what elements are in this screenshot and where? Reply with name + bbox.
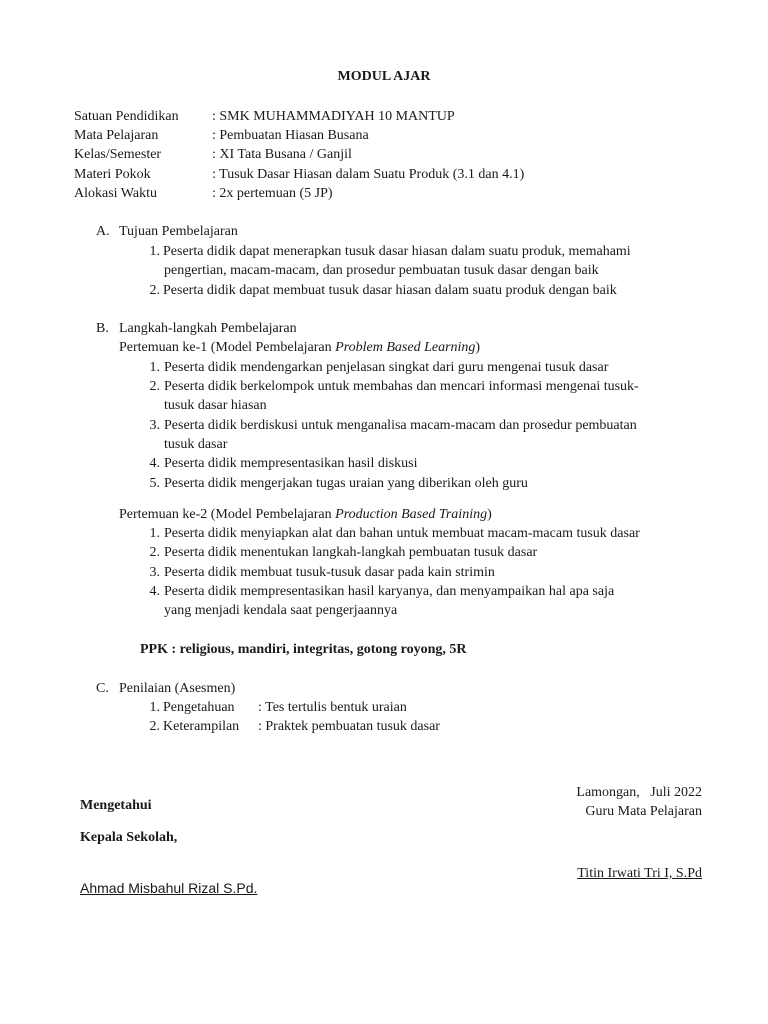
list-item: Peserta didik mempresentasikan hasil karyanya, dan menyampaikan hal apa saja [164,584,615,599]
principal-name: Ahmad Misbahul Rizal S.Pd. [80,880,258,896]
section-letter: B. [96,321,109,336]
list-item: Peserta didik menentukan langkah-langkah pembuatan tusuk dasar [164,545,538,560]
list-item: Peserta didik mengerjakan tugas uraian yang diberikan oleh guru [164,476,528,491]
principal-role: Kepala Sekolah, [80,830,178,845]
list-item-continuation: yang menjadi kendala saat pengerjaannya [164,603,398,618]
section-letter: A. [96,224,110,239]
info-label: Materi Pokok [74,167,151,182]
info-label: Kelas/Semester [74,147,162,162]
section-title: Penilaian (Asesmen) [119,681,236,696]
document-title: MODUL AJAR [337,69,431,84]
list-item: Peserta didik dapat membuat tusuk dasar hiasan dalam suatu produk dengan baik [163,283,617,298]
info-label: Alokasi Waktu [74,186,157,201]
info-value: : XI Tata Busana / Ganjil [212,147,352,162]
info-label: Mata Pelajaran [74,128,159,143]
item-number: 2. [149,283,160,298]
item-number: 4. [149,584,160,599]
teacher-role: Guru Mata Pelajaran [585,804,702,819]
list-item: Peserta didik berdiskusi untuk menganalisa macam-macam dan prosedur pembuatan [164,418,637,433]
item-number: 4. [149,456,160,471]
item-number: 2. [149,719,160,734]
ppk-statement: PPK : religious, mandiri, integritas, gotong royong, 5R [140,642,467,657]
list-item: Peserta didik mendengarkan penjelasan singkat dari guru mengenai tusuk dasar [164,360,609,375]
item-number: 2. [149,379,160,394]
item-number: 1. [149,526,160,541]
list-item-continuation: tusuk dasar hiasan [164,398,267,413]
list-item: Peserta didik dapat menerapkan tusuk dasar hiasan dalam suatu produk, memahami [163,244,631,259]
place-date: Lamongan, Juli 2022 [576,785,702,800]
list-item-continuation: pengertian, macam-macam, dan prosedur pembuatan tusuk dasar dengan baik [164,263,599,278]
item-number: 3. [149,565,160,580]
acknowledged-label: Mengetahui [80,798,152,813]
list-item: Peserta didik menyiapkan alat dan bahan untuk membuat macam-macam tusuk dasar [164,526,640,541]
section-title: Tujuan Pembelajaran [119,224,238,239]
teacher-name: Titin Irwati Tri I, S.Pd [577,866,702,881]
meeting-1-heading: Pertemuan ke-1 (Model Pembelajaran Problem Based Learning) [119,340,481,355]
item-number: 2. [149,545,160,560]
info-value: : Pembuatan Hiasan Busana [212,128,369,143]
section-letter: C. [96,681,109,696]
info-value: : Tusuk Dasar Hiasan dalam Suatu Produk (3.1 dan 4.1) [212,167,525,182]
assessment-label: Keterampilan [163,719,240,734]
item-number: 1. [149,244,160,259]
item-number: 5. [149,476,160,491]
info-value: : SMK MUHAMMADIYAH 10 MANTUP [212,109,455,124]
assessment-label: Pengetahuan [163,700,235,715]
list-item: Peserta didik membuat tusuk-tusuk dasar pada kain strimin [164,565,495,580]
item-number: 1. [149,360,160,375]
info-label: Satuan Pendidikan [74,109,179,124]
item-number: 1. [149,700,160,715]
list-item-continuation: tusuk dasar [164,437,228,452]
list-item: Peserta didik mempresentasikan hasil diskusi [164,456,418,471]
section-title: Langkah-langkah Pembelajaran [119,321,297,336]
meeting-2-heading: Pertemuan ke-2 (Model Pembelajaran Production Based Training) [119,507,492,522]
assessment-value: : Tes tertulis bentuk uraian [258,700,407,715]
assessment-value: : Praktek pembuatan tusuk dasar [258,719,440,734]
info-value: : 2x pertemuan (5 JP) [212,186,333,201]
item-number: 3. [149,418,160,433]
list-item: Peserta didik berkelompok untuk membahas dan mencari informasi mengenai tusuk- [164,379,639,394]
